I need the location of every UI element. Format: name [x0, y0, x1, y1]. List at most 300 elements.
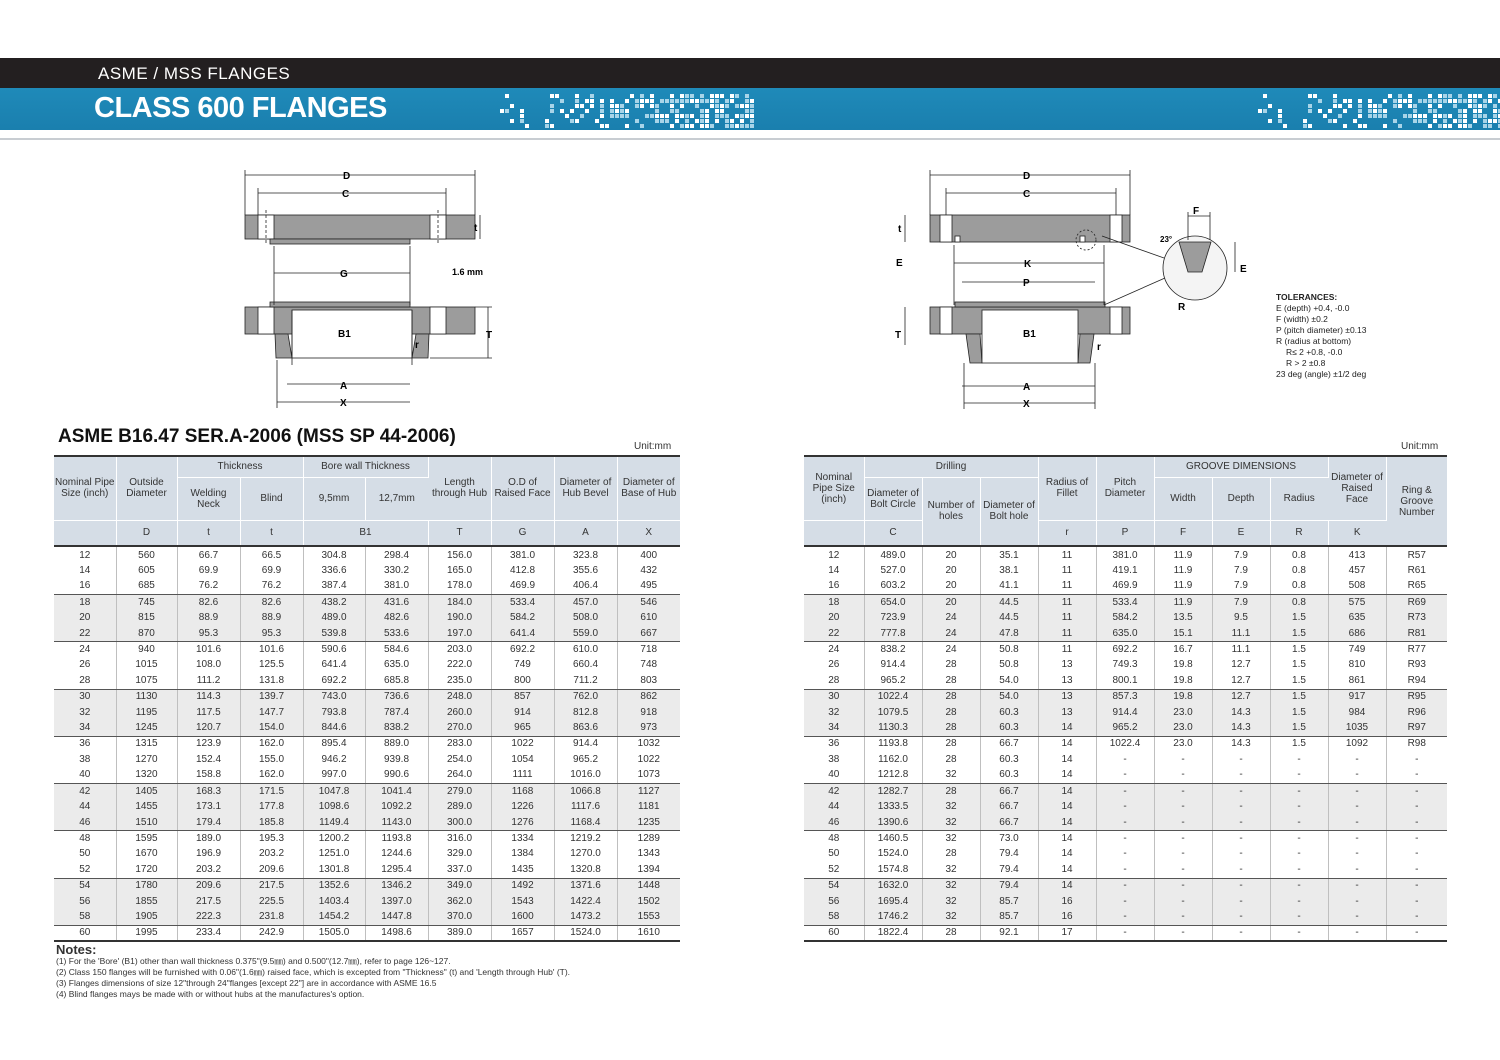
- table-cell: 54: [804, 878, 864, 894]
- table-cell: -: [1154, 784, 1212, 800]
- table-cell: 20: [922, 579, 980, 595]
- pixel-square: [1403, 99, 1407, 103]
- pixel-square: [510, 119, 514, 123]
- table-row: [54, 721, 680, 737]
- table-cell: 1022: [491, 736, 554, 752]
- pixel-square: [1478, 109, 1482, 113]
- table-cell: 56: [804, 894, 864, 910]
- pixel-square: [1383, 99, 1387, 103]
- table-cell: -: [1212, 831, 1270, 847]
- table-cell: -: [1386, 862, 1447, 878]
- header-raised: O.D of Raised Face: [491, 456, 554, 520]
- tolerance-line: R≤ 2 +0.8, -0.0: [1286, 347, 1343, 357]
- table-cell: 28: [922, 673, 980, 689]
- table-cell: 203.2: [240, 847, 303, 863]
- table-cell: 857: [491, 689, 554, 705]
- pixel-square: [655, 109, 659, 113]
- pixel-square: [1458, 94, 1462, 98]
- pixel-square: [665, 114, 669, 118]
- table-cell: 28: [922, 784, 980, 800]
- table-cell: 16: [1038, 894, 1096, 910]
- table-cell: R77: [1407, 643, 1426, 655]
- symbol: D: [116, 520, 177, 546]
- table-cell: 46: [54, 815, 116, 831]
- pixel-square: [1378, 114, 1382, 118]
- table-cell: 862: [617, 689, 680, 705]
- pixel-square: [720, 114, 724, 118]
- table-cell: -: [1328, 878, 1386, 894]
- table-cell: 79.4: [980, 878, 1038, 894]
- pixel-square: [1428, 99, 1432, 103]
- header-blind: Blind: [240, 477, 303, 520]
- table-row: [804, 894, 1447, 910]
- table-cell: 60.3: [980, 768, 1038, 784]
- pixel-square: [1258, 109, 1262, 113]
- pixel-square: [1468, 94, 1472, 98]
- pixel-square: [1493, 94, 1497, 98]
- pixel-square: [1378, 109, 1382, 113]
- table-cell: R98: [1407, 738, 1426, 750]
- table-cell: 14.3: [1212, 736, 1270, 752]
- table-row: [804, 847, 1447, 863]
- pixel-square: [710, 104, 714, 108]
- pixel-square: [1363, 124, 1367, 128]
- table-cell: -: [1154, 831, 1212, 847]
- table-cell: 815: [116, 610, 177, 626]
- table-cell: 32: [922, 815, 980, 831]
- table-cell: 1657: [491, 925, 554, 941]
- table-cell: 810: [1328, 658, 1386, 674]
- table-cell: 973: [617, 721, 680, 737]
- label-A-right: A: [1023, 382, 1031, 393]
- label-r: r: [415, 340, 419, 351]
- table-cell: 79.4: [980, 847, 1038, 863]
- pixel-square: [500, 109, 504, 113]
- table-cell: R93: [1407, 659, 1426, 671]
- table-cell: 1143.0: [365, 815, 428, 831]
- header-od: Outside Diameter: [116, 456, 177, 520]
- table-cell: 349.0: [428, 878, 491, 894]
- pixel-square: [1483, 104, 1487, 108]
- table-cell: 635.0: [365, 658, 428, 674]
- table-cell: 1720: [116, 862, 177, 878]
- table-cell: 1334: [491, 831, 554, 847]
- pixel-square: [1343, 109, 1347, 113]
- table-cell: 863.6: [554, 721, 617, 737]
- pixel-square: [725, 119, 729, 123]
- pixel-square: [1423, 119, 1427, 123]
- pixel-square: [670, 99, 674, 103]
- table-cell: -: [1270, 878, 1328, 894]
- table-row: [804, 878, 1447, 894]
- pixel-square: [720, 104, 724, 108]
- table-cell: 85.7: [980, 910, 1038, 926]
- label-F-right: F: [1193, 206, 1200, 217]
- pixel-square: [600, 99, 604, 103]
- pixel-square: [600, 124, 604, 128]
- pixel-square: [585, 99, 589, 103]
- table-cell: 131.8: [240, 673, 303, 689]
- table-row: [804, 689, 1447, 705]
- pixel-square: [565, 114, 569, 118]
- table-cell: 28: [922, 721, 980, 737]
- label-X-right: X: [1023, 399, 1030, 410]
- table-cell: -: [1386, 894, 1447, 910]
- label-T: T: [486, 330, 493, 341]
- pixel-square: [1308, 94, 1312, 98]
- pixel-square: [1263, 94, 1267, 98]
- pixel-square: [1393, 104, 1397, 108]
- pixel-square: [1303, 119, 1307, 123]
- table-cell: 50.8: [980, 658, 1038, 674]
- table-cell: 330.2: [365, 563, 428, 579]
- table-row: [804, 910, 1447, 926]
- pixel-square: [1333, 99, 1337, 103]
- table-cell: 641.4: [491, 626, 554, 642]
- pixel-square: [665, 119, 669, 123]
- table-cell: 1301.8: [303, 862, 365, 878]
- table-cell: 438.2: [303, 595, 365, 611]
- table-cell: 58: [54, 910, 116, 926]
- table-row: [804, 815, 1447, 831]
- label-R-right: R: [1178, 302, 1186, 313]
- pixel-square: [640, 104, 644, 108]
- pixel-square: [660, 99, 664, 103]
- table-cell: 203.2: [177, 862, 240, 878]
- pixel-pattern-left: [500, 92, 755, 132]
- pixel-square: [1378, 104, 1382, 108]
- pixel-square: [740, 114, 744, 118]
- pixel-square: [650, 99, 654, 103]
- table-cell: 209.6: [240, 862, 303, 878]
- table-cell: 914: [491, 705, 554, 721]
- pixel-square: [740, 124, 744, 128]
- table-cell: 1455: [116, 799, 177, 815]
- table-cell: 482.6: [365, 610, 428, 626]
- symbol: B1: [303, 520, 428, 546]
- table-cell: 300.0: [428, 815, 491, 831]
- table-cell: -: [1415, 926, 1419, 938]
- table-cell: 147.7: [240, 705, 303, 721]
- table-cell: 1553: [617, 910, 680, 926]
- pixel-square: [1493, 114, 1497, 118]
- table-cell: -: [1154, 910, 1212, 926]
- note-item: (1) For the 'Bore' (B1) other than wall thickness 0.375"(9.5㎜) and 0.500"(12.7㎜), refer to page 126~127.: [56, 956, 451, 966]
- pixel-square: [715, 94, 719, 98]
- table-cell: 997.0: [303, 768, 365, 784]
- table-cell: 30: [804, 689, 864, 705]
- table-cell: 14: [1038, 815, 1096, 831]
- pixel-square: [1483, 114, 1487, 118]
- pixel-square: [1488, 119, 1492, 123]
- pixel-square: [1443, 114, 1447, 118]
- table-cell: 1320: [116, 768, 177, 784]
- table-cell: 54: [54, 878, 116, 894]
- pixel-square: [680, 124, 684, 128]
- table-cell: -: [1096, 862, 1154, 878]
- table-cell: 1394: [617, 862, 680, 878]
- table-row: [804, 862, 1447, 878]
- table-cell: 162.0: [240, 768, 303, 784]
- table-cell: -: [1328, 925, 1386, 941]
- table-cell: 1454.2: [303, 910, 365, 926]
- pixel-square: [1448, 124, 1452, 128]
- header-groove: GROOVE DIMENSIONS: [1154, 456, 1328, 477]
- table-cell: 686: [1328, 626, 1386, 642]
- pixel-square: [1318, 109, 1322, 113]
- pixel-square: [1368, 109, 1372, 113]
- header-width: Width: [1154, 477, 1212, 520]
- pixel-square: [1463, 109, 1467, 113]
- pixel-square: [545, 119, 549, 123]
- table-cell: 560: [116, 546, 177, 563]
- pixel-square: [560, 99, 564, 103]
- table-cell: 1422.4: [554, 894, 617, 910]
- pixel-square: [1398, 99, 1402, 103]
- table-cell: 50: [54, 847, 116, 863]
- table-cell: 1149.4: [303, 815, 365, 831]
- table-cell: 66.7: [980, 799, 1038, 815]
- pixel-square: [520, 119, 524, 123]
- table-cell: 1498.6: [365, 925, 428, 941]
- table-row: [54, 626, 680, 642]
- table-cell: 870: [116, 626, 177, 642]
- table-cell: 14: [1038, 831, 1096, 847]
- table-row: [54, 752, 680, 768]
- pixel-square: [750, 109, 754, 113]
- table-cell: -: [1386, 768, 1447, 784]
- table-cell: 1270: [116, 752, 177, 768]
- pixel-square: [610, 99, 614, 103]
- pixel-square: [1463, 114, 1467, 118]
- pixel-square: [1473, 94, 1477, 98]
- pixel-square: [695, 99, 699, 103]
- pixel-square: [640, 124, 644, 128]
- pixel-square: [1413, 109, 1417, 113]
- table-cell: 1.5: [1270, 658, 1328, 674]
- pixel-square: [675, 114, 679, 118]
- table-row: [54, 579, 680, 595]
- pixel-square: [685, 94, 689, 98]
- pixel-square: [1413, 119, 1417, 123]
- table-row: [804, 563, 1447, 579]
- header-drilling: Drilling: [864, 456, 1038, 477]
- table-cell: 1127: [617, 784, 680, 800]
- table-cell: 54.0: [980, 689, 1038, 705]
- table-cell: R81: [1386, 626, 1447, 642]
- pixel-square: [510, 104, 514, 108]
- table-cell: 44.5: [980, 595, 1038, 611]
- table-cell: 76.2: [177, 579, 240, 595]
- pixel-square: [1358, 99, 1362, 103]
- table-cell: -: [1096, 878, 1154, 894]
- table-cell: 917: [1328, 689, 1386, 705]
- table-cell: 1447.8: [365, 910, 428, 926]
- table-cell: 1574.8: [864, 862, 922, 878]
- table-cell: 1219.2: [554, 831, 617, 847]
- table-cell: 36: [804, 736, 864, 752]
- table-cell: -: [1270, 925, 1328, 941]
- table-cell: 1282.7: [864, 784, 922, 800]
- table-cell: 26: [54, 658, 116, 674]
- table-cell: 9.5: [1212, 610, 1270, 626]
- pixel-square: [625, 124, 629, 128]
- table-cell: 748: [640, 659, 658, 671]
- pixel-square: [625, 114, 629, 118]
- table-cell: 56: [54, 894, 116, 910]
- table-cell: -: [1328, 799, 1386, 815]
- table-row: [54, 546, 680, 563]
- pixel-square: [735, 94, 739, 98]
- table-cell: 14: [1038, 878, 1096, 894]
- pixel-square: [700, 99, 704, 103]
- pixel-square: [1313, 94, 1317, 98]
- header-subtitle: ASME / MSS FLANGES: [98, 64, 291, 83]
- table-cell: -: [1386, 784, 1447, 800]
- table-cell: -: [1328, 784, 1386, 800]
- table-cell: 14: [1038, 721, 1096, 737]
- label-B1: B1: [338, 329, 351, 340]
- pixel-square: [1323, 114, 1327, 118]
- pixel-square: [1453, 99, 1457, 103]
- table-cell: 745: [116, 595, 177, 611]
- pixel-square: [580, 114, 584, 118]
- pixel-square: [1398, 94, 1402, 98]
- table-cell: 457: [1328, 563, 1386, 579]
- pixel-square: [1418, 119, 1422, 123]
- table-cell: 412.8: [491, 563, 554, 579]
- table-cell: 1.5: [1270, 721, 1328, 737]
- table-cell: 1995: [116, 925, 177, 941]
- table-cell: -: [1270, 815, 1328, 831]
- table-cell: 14: [1038, 862, 1096, 878]
- header-holes: Number of holes: [922, 477, 980, 546]
- table-row: [54, 862, 680, 878]
- table-cell: 38.1: [980, 563, 1038, 579]
- table-cell: 1193.8: [864, 736, 922, 752]
- pixel-square: [1458, 99, 1462, 103]
- table-cell: 1390.6: [864, 815, 922, 831]
- pixel-square: [700, 94, 704, 98]
- table-cell: 11.9: [1154, 579, 1212, 595]
- table-cell: 1270.0: [554, 847, 617, 863]
- pixel-square: [620, 104, 624, 108]
- table-row: [804, 658, 1447, 674]
- table-cell: -: [1386, 878, 1447, 894]
- table-row: [54, 689, 680, 705]
- table-cell: 66.7: [980, 784, 1038, 800]
- pixel-square: [1338, 104, 1342, 108]
- pixel-square: [670, 104, 674, 108]
- unit-right: Unit:mm: [1401, 441, 1439, 452]
- table-cell: 32: [922, 894, 980, 910]
- header-raised-right: Diameter of Raised Face: [1328, 456, 1386, 520]
- pixel-square: [570, 119, 574, 123]
- table-cell: -: [1415, 753, 1419, 765]
- table-cell: 123.9: [177, 736, 240, 752]
- symbol: A: [554, 520, 617, 546]
- table-cell: 38: [54, 752, 116, 768]
- pixel-square: [1308, 124, 1312, 128]
- table-cell: 641.4: [303, 658, 365, 674]
- pixel-square: [1398, 124, 1402, 128]
- pixel-square: [1373, 109, 1377, 113]
- pixel-square: [1493, 104, 1497, 108]
- table-cell: 1117.6: [554, 799, 617, 815]
- table-row: [804, 673, 1447, 689]
- table-cell: -: [1386, 799, 1447, 815]
- pixel-square: [575, 94, 579, 98]
- table-cell: -: [1328, 815, 1386, 831]
- table-cell: -: [1212, 815, 1270, 831]
- table-cell: 13: [1038, 673, 1096, 689]
- table-cell: -: [1154, 799, 1212, 815]
- table-cell: 82.6: [177, 595, 240, 611]
- table-cell: 254.0: [428, 752, 491, 768]
- table-cell: 0.8: [1270, 595, 1328, 611]
- table-cell: 12: [804, 546, 864, 563]
- table-cell: 17: [1038, 925, 1096, 941]
- pixel-square: [1368, 99, 1372, 103]
- pixel-square: [1423, 99, 1427, 103]
- symbol: F: [1154, 520, 1212, 546]
- table-title: ASME B16.47 SER.A-2006 (MSS SP 44-2006): [58, 426, 456, 447]
- table-cell: 82.6: [240, 595, 303, 611]
- table-cell: 381.0: [491, 546, 554, 563]
- table-cell: 189.0: [177, 831, 240, 847]
- pixel-square: [720, 109, 724, 113]
- table-cell: 19.8: [1154, 689, 1212, 705]
- pixel-square: [610, 104, 614, 108]
- pixel-square: [575, 99, 579, 103]
- pixel-square: [1338, 114, 1342, 118]
- pixel-square: [1383, 124, 1387, 128]
- table-cell: 14: [1038, 799, 1096, 815]
- pixel-square: [670, 94, 674, 98]
- table-cell: 58: [804, 910, 864, 926]
- pixel-square: [740, 104, 744, 108]
- table-cell: 14.3: [1212, 705, 1270, 721]
- pixel-square: [740, 119, 744, 123]
- label-X: X: [340, 398, 347, 409]
- dimensions-table: [54, 455, 680, 942]
- pixel-square: [1283, 124, 1287, 128]
- tolerances-heading: TOLERANCES:: [1276, 292, 1338, 302]
- table-cell: 28: [922, 847, 980, 863]
- table-cell: 1524.0: [864, 847, 922, 863]
- table-cell: 44: [804, 799, 864, 815]
- pixel-square: [705, 99, 709, 103]
- table-cell: -: [1212, 799, 1270, 815]
- table-cell: -: [1270, 768, 1328, 784]
- pixel-square: [675, 109, 679, 113]
- pixel-square: [725, 114, 729, 118]
- table-cell: 11: [1038, 579, 1096, 595]
- pixel-square: [1483, 119, 1487, 123]
- pixel-square: [1408, 114, 1412, 118]
- pixel-square: [620, 109, 624, 113]
- table-cell: 1403.4: [303, 894, 365, 910]
- table-cell: R95: [1386, 689, 1447, 705]
- table-cell: 222.3: [177, 910, 240, 926]
- table-row: [804, 752, 1447, 768]
- table-cell: 1168.4: [554, 815, 617, 831]
- table-cell: 793.8: [303, 705, 365, 721]
- table-row: [804, 831, 1447, 847]
- table-cell: 1.5: [1270, 673, 1328, 689]
- table-cell: 14: [1038, 736, 1096, 752]
- table-cell: 16: [54, 579, 116, 595]
